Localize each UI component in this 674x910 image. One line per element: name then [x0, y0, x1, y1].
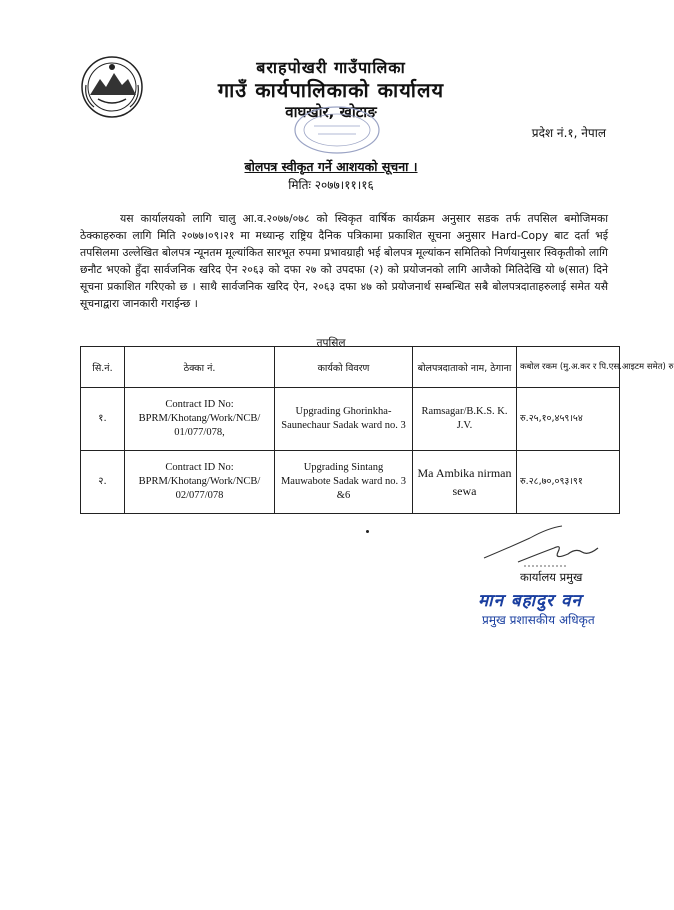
stray-dot	[366, 530, 369, 533]
table-row	[81, 451, 620, 514]
row-description: Upgrading Ghorinkha-Saunechaur Sadak ward no. 3	[275, 388, 413, 451]
row-bidder: Ma Ambika nirman sewa	[413, 451, 517, 514]
header-bidder: बोलपत्रदाताको नाम, ठेगाना	[413, 347, 517, 388]
table-caption: तपसिल	[316, 337, 346, 349]
row-contract: Contract ID No: BPRM/Khotang/Work/NCB/ 01/077/078,	[125, 388, 275, 451]
signatory-title: प्रमुख प्रशासकीय अधिकृत	[482, 613, 595, 627]
bid-table	[80, 346, 674, 514]
office-stamp-icon	[292, 104, 382, 156]
header-sn: सि.नं.	[81, 347, 125, 388]
row-amount: रु.२८,७०,०९३।९१	[517, 451, 620, 514]
row-description: Upgrading Sintang Mauwabote Sadak ward no. 3 &6	[275, 451, 413, 514]
notice-date: मितिः २०७७।११।१६	[288, 178, 374, 192]
notice-body: यस कार्यालयको लागि चालु आ.व.२०७७/०७८ को स्विकृत वार्षिक कार्यक्रम अनुसार सडक तर्फ तपसिल बमोजिमका ठेक्काहरुका लागि मिति २०७७।०९।२१ मा मध्यान्ह राष्ट्रिय दैनिक पत्रिकामा प्रकाशित सूचना अनुसार Hard-Copy बाट दर्ता भई तपसिलमा उल्लेखित बोलपत्र न्यूनतम मूल्यांकित सारभूत रुपमा प्रभावग्राही भई बोलपत्र मूल्यांकन समितिको निर्णयानुसार स्विकृतीको लागि छनौट भएको हुँदा सार्वजनिक खरिद ऐन २०६३ को दफा २७ को उपदफा (२) को प्रयोजनको लागि आजैको मितिदेखि यो ७(सात) दिने सूचना प्रकाशित गरिएको छ । साथै सार्वजनिक खरिद ऐन, २०६३ दफा ४७ को प्रयोजनार्थ सम्बन्धित सबै बोलपत्रदाताहरुलाई समेत यसै सूचनाद्वारा जानकारी गराईन्छ ।	[80, 212, 608, 310]
table-row	[81, 388, 620, 451]
office-name: गाउँ कार्यपालिकाको कार्यालय	[217, 78, 445, 102]
row-amount: रु.२५,१०,४५९।५४	[517, 388, 620, 451]
header-contract: ठेक्का नं.	[125, 347, 275, 388]
header-description: कार्यको विवरण	[275, 347, 413, 388]
row-bidder: Ramsagar/B.K.S. K. J.V.	[413, 388, 517, 451]
row-contract: Contract ID No: BPRM/Khotang/Work/NCB/ 02/077/078	[125, 451, 275, 514]
row-sn: १.	[81, 388, 125, 451]
signatory-name: मान बहादुर वन	[478, 591, 582, 611]
province-label: प्रदेश नं.१, नेपाल	[531, 126, 606, 140]
table-header-row	[81, 347, 620, 388]
office-address: वाघखोर, खोटाङ	[285, 103, 377, 121]
notice-title: बोलपत्र स्वीकृत गर्ने आशयको सूचना ।	[244, 159, 418, 174]
header-amount: कबोल रकम (मु.अ.कर र पि.एस.आइटम समेत) रु	[517, 347, 620, 388]
signatory-role: कार्यालय प्रमुख	[520, 570, 583, 584]
signature-icon	[478, 518, 608, 570]
row-sn: २.	[81, 451, 125, 514]
municipality-name: बराहपोखरी गाउँपालिका	[256, 58, 406, 77]
